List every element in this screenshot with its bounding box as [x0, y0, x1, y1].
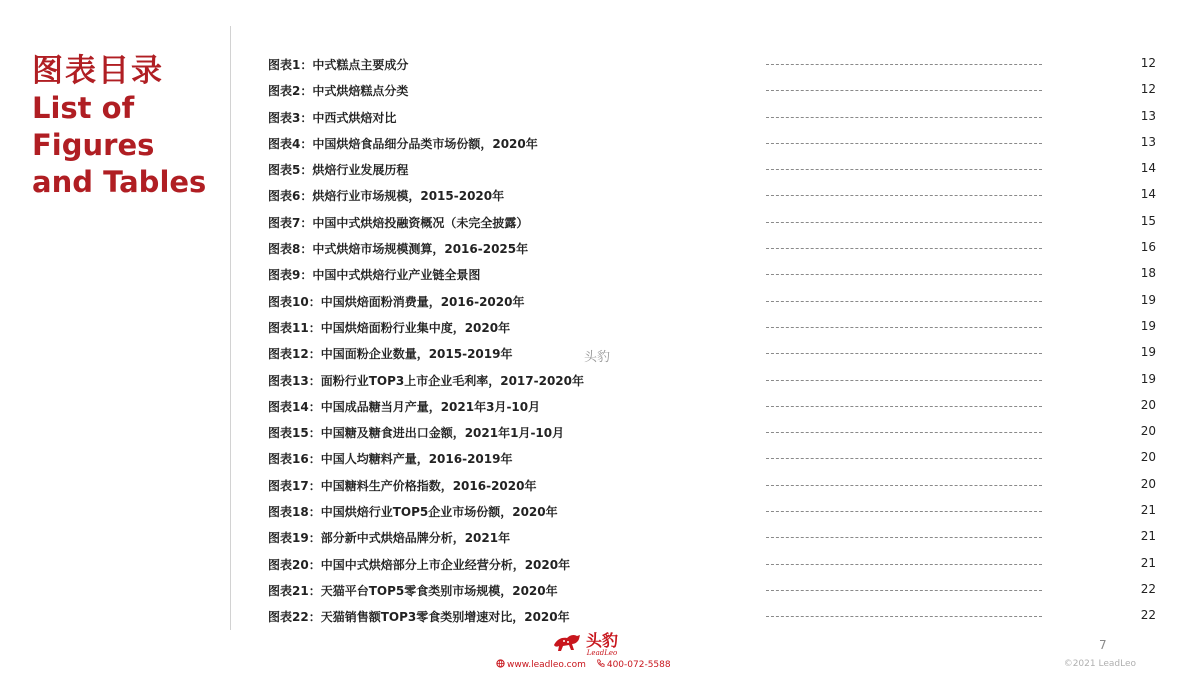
toc-entry-label[interactable]: 图表22：天猫销售额TOP3零食类别增速对比，2020年	[268, 610, 570, 625]
toc-entry[interactable]	[268, 51, 1156, 77]
title-chinese: 图表目录	[32, 53, 164, 89]
toc-entry[interactable]	[268, 314, 1156, 340]
toc-entry-page: 19	[1140, 371, 1156, 386]
toc-entry-page: 16	[1140, 240, 1156, 255]
toc-entry-page: 22	[1140, 581, 1156, 596]
toc-entry[interactable]	[268, 209, 1156, 235]
toc-entry-page: 21	[1140, 503, 1156, 518]
toc-dotted-leader	[766, 458, 1042, 459]
toc-dotted-leader	[766, 143, 1042, 144]
page-number: 7	[1099, 638, 1107, 652]
toc-entry-label[interactable]: 图表1：中式糕点主要成分	[268, 58, 409, 72]
toc-entry-page: 14	[1140, 161, 1156, 176]
toc-entry-page: 12	[1140, 82, 1156, 97]
toc-entry-page: 15	[1140, 213, 1156, 228]
toc-entry[interactable]	[268, 472, 1156, 498]
toc-entry-label[interactable]: 图表18：中国烘焙行业TOP5企业市场份额，2020年	[268, 505, 558, 520]
toc-entry-page: 13	[1140, 134, 1156, 149]
toc-entry-label[interactable]: 图表7：中国中式烘焙投融资概况（未完全披露）	[268, 215, 529, 230]
toc-dotted-leader	[766, 64, 1042, 65]
logo-text-cn: 头豹	[586, 630, 619, 650]
toc-entry-label[interactable]: 图表14：中国成品糖当月产量，2021年3月-10月	[268, 399, 541, 414]
toc-entry-label[interactable]: 图表20：中国中式烘焙部分上市企业经营分析，2020年	[268, 557, 571, 572]
leopard-logo-icon	[552, 630, 582, 658]
toc-entry-page: 19	[1140, 292, 1156, 307]
watermark: 头豹	[584, 350, 611, 365]
toc-entry-label[interactable]: 图表10：中国烘焙面粉消费量，2016-2020年	[268, 294, 525, 309]
copyright-text: ©2021 LeadLeo	[1063, 659, 1136, 669]
toc-dotted-leader	[766, 90, 1042, 91]
toc-entry-label[interactable]: 图表3：中西式烘焙对比	[268, 110, 397, 125]
footer-contact	[496, 659, 671, 671]
page-title	[32, 52, 206, 201]
toc-entry-label[interactable]: 图表15：中国糖及糖食进出口金额，2021年1月-10月	[268, 426, 565, 441]
phone-item	[596, 659, 671, 671]
toc-entry-label[interactable]: 图表21：天猫平台TOP5零食类别市场规模，2020年	[268, 583, 558, 598]
globe-icon	[496, 659, 505, 671]
toc-entry[interactable]	[268, 577, 1156, 603]
toc-entry[interactable]	[268, 130, 1156, 156]
title-english-line-2: Figures	[32, 128, 155, 162]
title-english-line-1: List of	[32, 91, 135, 125]
title-english-line-3: and Tables	[32, 165, 207, 199]
toc-entry-page: 14	[1140, 187, 1156, 202]
logo-text-en: LeadLeo	[586, 648, 618, 657]
toc-entry-label[interactable]: 图表6：烘焙行业市场规模，2015-2020年	[268, 189, 505, 204]
toc-dotted-leader	[766, 353, 1042, 354]
toc-dotted-leader	[766, 248, 1042, 249]
toc-entry-label[interactable]: 图表16：中国人均糖料产量，2016-2019年	[268, 452, 513, 467]
toc-entry[interactable]	[268, 445, 1156, 471]
toc-entry[interactable]	[268, 498, 1156, 524]
toc-entry-label[interactable]: 图表4：中国烘焙食品细分品类市场份额，2020年	[268, 136, 538, 151]
toc-entry-page: 19	[1140, 318, 1156, 333]
toc-entry[interactable]	[268, 393, 1156, 419]
toc-dotted-leader	[766, 222, 1042, 223]
toc-dotted-leader	[766, 327, 1042, 328]
toc-entry[interactable]	[268, 235, 1156, 261]
toc-dotted-leader	[766, 380, 1042, 381]
toc-entry-page: 20	[1140, 476, 1156, 491]
toc-dotted-leader	[766, 432, 1042, 433]
toc-entry-label[interactable]: 图表17：中国糖料生产价格指数，2016-2020年	[268, 478, 537, 493]
toc-entry[interactable]	[268, 603, 1156, 629]
toc-entry-page: 19	[1140, 345, 1156, 360]
phone-icon	[596, 659, 605, 671]
toc-entry[interactable]	[268, 261, 1156, 287]
toc-entry[interactable]	[268, 367, 1156, 393]
toc-entry[interactable]	[268, 77, 1156, 103]
toc-entry-label[interactable]: 图表11：中国烘焙面粉行业集中度，2020年	[268, 320, 511, 335]
toc-entry[interactable]	[268, 340, 1156, 366]
footer-logo	[552, 630, 618, 658]
toc-dotted-leader	[766, 485, 1042, 486]
website-item[interactable]	[496, 659, 586, 671]
toc-dotted-leader	[766, 274, 1042, 275]
toc-dotted-leader	[766, 616, 1042, 617]
toc-dotted-leader	[766, 564, 1042, 565]
toc-dotted-leader	[766, 406, 1042, 407]
toc-dotted-leader	[766, 537, 1042, 538]
toc-entry[interactable]	[268, 419, 1156, 445]
toc-entry-page: 21	[1140, 555, 1156, 570]
toc-entry-label[interactable]: 图表2：中式烘焙糕点分类	[268, 84, 409, 99]
toc-entry-label[interactable]: 图表8：中式烘焙市场规模测算，2016-2025年	[268, 242, 529, 257]
toc-entry-page: 20	[1140, 424, 1156, 439]
toc-dotted-leader	[766, 590, 1042, 591]
toc-entry-label[interactable]: 图表5：烘焙行业发展历程	[268, 163, 409, 178]
toc-entry-page: 13	[1140, 108, 1156, 123]
toc-dotted-leader	[766, 301, 1042, 302]
toc-entry-page: 12	[1140, 56, 1156, 70]
toc-entry-page: 20	[1140, 397, 1156, 412]
toc-dotted-leader	[766, 169, 1042, 170]
toc-entry-page: 21	[1140, 529, 1156, 544]
phone-number: 400-072-5588	[606, 660, 671, 670]
toc-dotted-leader	[766, 195, 1042, 196]
vertical-divider	[230, 26, 231, 630]
toc-entry-page: 18	[1140, 266, 1156, 281]
toc-entry[interactable]	[268, 104, 1156, 130]
toc-entry-label[interactable]: 图表19：部分新中式烘焙品牌分析，2021年	[268, 531, 511, 546]
toc-entry-page: 22	[1140, 608, 1156, 623]
toc-entry-label[interactable]: 图表12：中国面粉企业数量，2015-2019年	[268, 347, 513, 362]
toc-entry[interactable]	[268, 524, 1156, 550]
toc-entry[interactable]	[268, 156, 1156, 182]
toc-entry-page: 20	[1140, 450, 1156, 465]
toc-entry[interactable]	[268, 551, 1156, 577]
toc-dotted-leader	[766, 511, 1042, 512]
table-of-contents	[268, 51, 1156, 630]
toc-entry-label[interactable]: 图表9：中国中式烘焙行业产业链全景图	[268, 268, 481, 283]
toc-entry-label[interactable]: 图表13：面粉行业TOP3上市企业毛利率，2017-2020年	[268, 373, 585, 388]
website-link[interactable]: www.leadleo.com	[507, 660, 586, 670]
toc-dotted-leader	[766, 117, 1042, 118]
toc-entry[interactable]	[268, 288, 1156, 314]
toc-entry[interactable]	[268, 182, 1156, 208]
